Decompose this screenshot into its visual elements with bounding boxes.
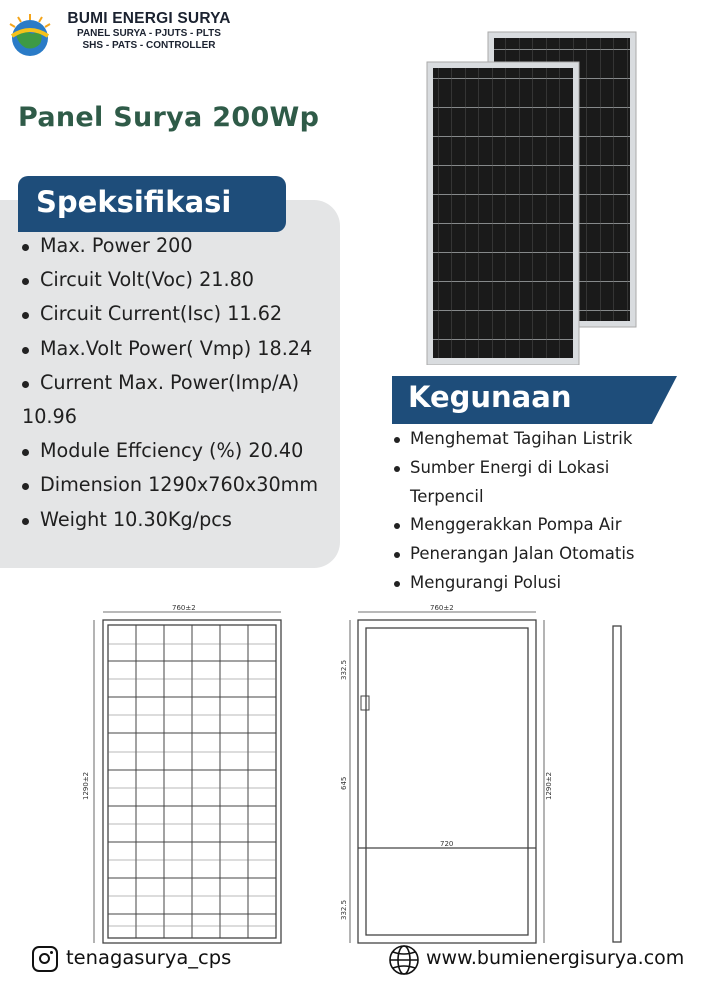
spec-item-continued: 10.96	[22, 405, 77, 429]
spec-item: Dimension 1290x760x30mm	[22, 468, 342, 502]
brand-tagline-2: SHS - PATS - CONTROLLER	[82, 40, 216, 51]
globe-icon	[388, 944, 420, 976]
spec-item: Weight 10.30Kg/pcs	[22, 503, 342, 537]
spec-heading: Speksifikasi	[36, 185, 232, 219]
spec-item: Circuit Volt(Voc) 21.80	[22, 263, 342, 297]
front-height-label: 1290±2	[82, 771, 90, 800]
spec-item: Max.Volt Power( Vmp) 18.24	[22, 332, 342, 366]
back-bottom-seg-label: 332.5	[340, 899, 348, 920]
brand-logo	[8, 10, 240, 60]
use-item: Mengurangi Polusi	[392, 569, 692, 598]
brand-name: BUMI ENERGI SURYA	[67, 10, 231, 27]
brand-tagline-1: PANEL SURYA - PJUTS - PLTS	[77, 28, 221, 39]
back-top-seg-label: 332.5	[340, 659, 348, 680]
spec-item: Circuit Current(Isc) 11.62	[22, 297, 342, 331]
uses-heading: Kegunaan	[408, 380, 572, 414]
uses-list	[392, 425, 692, 598]
instagram-icon	[32, 946, 58, 972]
website-url: www.bumienergisurya.com	[426, 947, 685, 969]
use-item-continued: Terpencil	[410, 486, 484, 506]
use-item: Sumber Energi di Lokasi	[392, 454, 692, 483]
back-height-label: 1290±2	[545, 771, 553, 800]
use-item: Menghemat Tagihan Listrik	[392, 425, 692, 454]
front-width-label: 760±2	[172, 604, 196, 612]
technical-drawing	[60, 600, 660, 945]
back-width-label: 760±2	[430, 604, 454, 612]
spec-heading-tab	[18, 176, 286, 232]
solar-panels-image	[425, 20, 640, 365]
back-mid-seg-label: 645	[340, 776, 348, 790]
instagram-handle: tenagasurya_cps	[66, 946, 232, 969]
use-item: Menggerakkan Pompa Air	[392, 511, 692, 540]
spec-item: Module Effciency (%) 20.40	[22, 434, 342, 468]
page-title: Panel Surya 200Wp	[18, 102, 320, 133]
back-inner-width-label: 720	[440, 840, 454, 848]
use-item: Penerangan Jalan Otomatis	[392, 540, 692, 569]
globe-sun-icon	[8, 14, 52, 58]
logo-text	[58, 10, 240, 60]
spec-list	[22, 229, 342, 537]
spec-item: Current Max. Power(Imp/A)	[22, 366, 342, 400]
spec-item: Max. Power 200	[22, 229, 342, 263]
uses-heading-tab	[392, 376, 677, 424]
